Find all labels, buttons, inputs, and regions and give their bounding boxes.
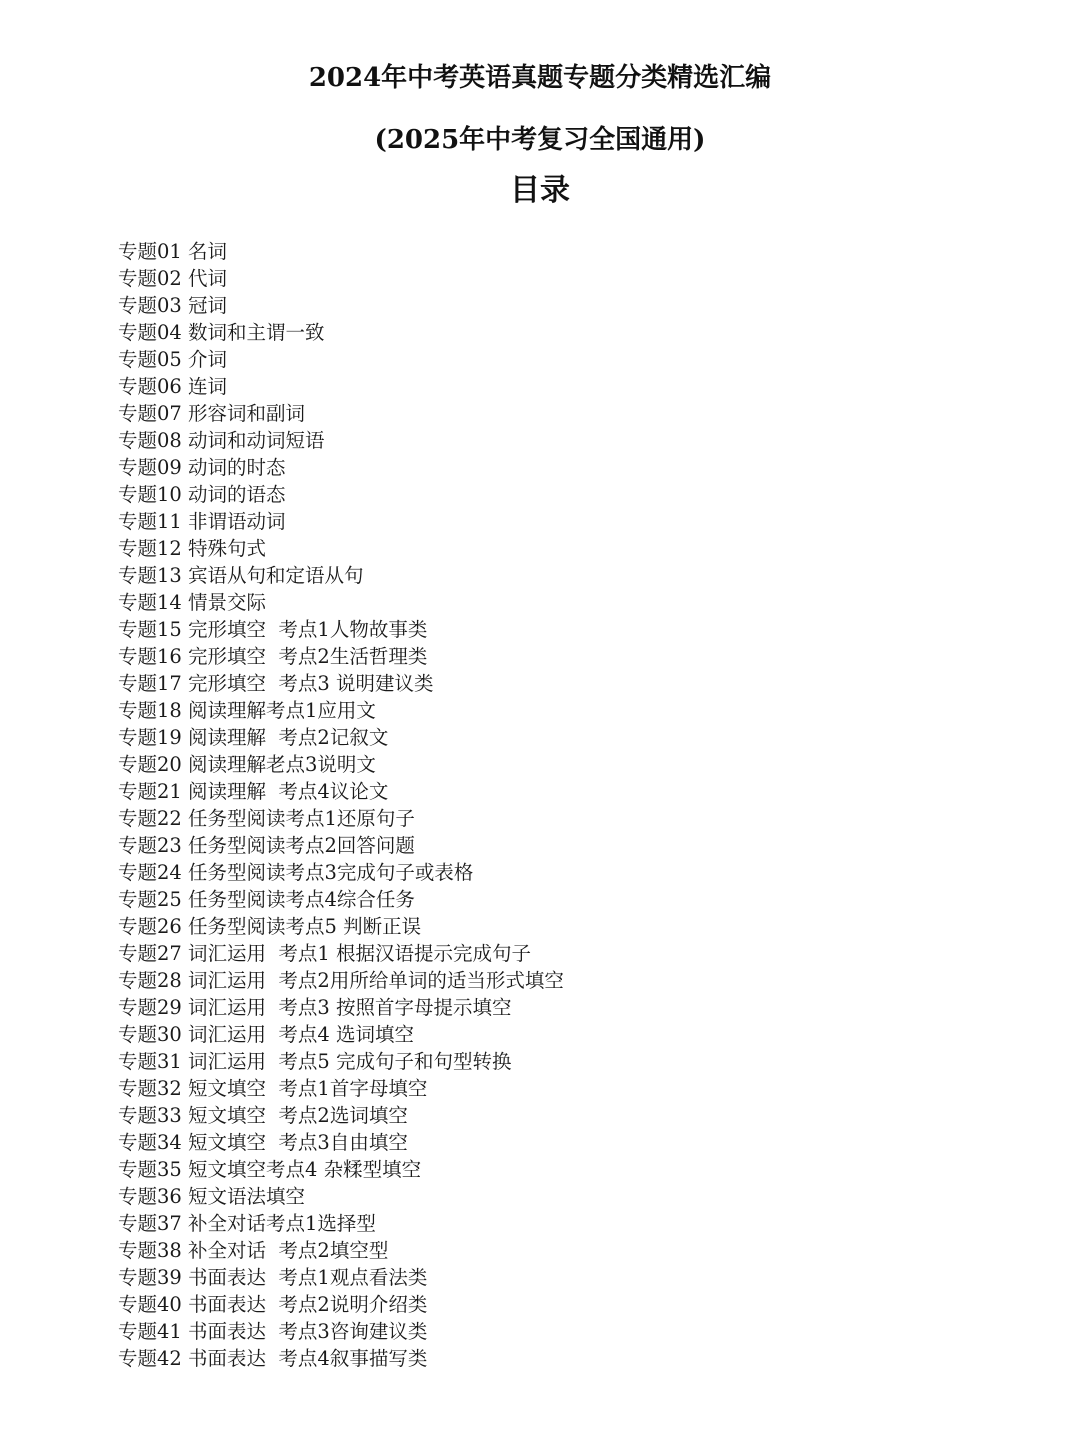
toc-item: 专题02 代词	[118, 267, 228, 290]
toc-item: 专题29 词汇运用 考点3 按照首字母提示填空	[118, 996, 512, 1019]
toc-item: 专题15 完形填空 考点1人物故事类	[118, 618, 428, 641]
toc-item: 专题42 书面表达 考点4叙事描写类	[118, 1347, 428, 1370]
toc-item: 专题32 短文填空 考点1首字母填空	[118, 1077, 428, 1100]
toc-item: 专题33 短文填空 考点2选词填空	[118, 1104, 408, 1127]
toc-item: 专题26 任务型阅读考点5 判断正误	[118, 915, 422, 938]
document-subtitle: (2025年中考复习全国通用)	[374, 125, 706, 155]
toc-item: 专题30 词汇运用 考点4 选词填空	[118, 1023, 415, 1046]
toc-item: 专题06 连词	[118, 375, 228, 398]
toc-item: 专题05 介词	[118, 348, 228, 371]
toc-item: 专题12 特殊句式	[118, 537, 267, 560]
toc-item: 专题03 冠词	[118, 294, 228, 317]
toc-item: 专题24 任务型阅读考点3完成句子或表格	[118, 861, 474, 884]
toc-item: 专题07 形容词和副词	[118, 402, 306, 425]
toc-item: 专题14 情景交际	[118, 591, 267, 614]
toc-item: 专题28 词汇运用 考点2用所给单词的适当形式填空	[118, 969, 564, 992]
toc-item: 专题39 书面表达 考点1观点看法类	[118, 1266, 428, 1289]
toc-item: 专题35 短文填空考点4 杂糅型填空	[118, 1158, 422, 1181]
toc-item: 专题08 动词和动词短语	[118, 429, 325, 452]
toc-item: 专题27 词汇运用 考点1 根据汉语提示完成句子	[118, 942, 532, 965]
toc-item: 专题25 任务型阅读考点4综合任务	[118, 888, 415, 911]
document-title: 2024年中考英语真题专题分类精选汇编	[308, 63, 772, 93]
toc-item: 专题01 名词	[118, 240, 228, 263]
toc-item: 专题22 任务型阅读考点1还原句子	[118, 807, 415, 830]
toc-item: 专题10 动词的语态	[118, 483, 286, 506]
toc-heading: 目录	[510, 173, 570, 208]
toc-item: 专题23 任务型阅读考点2回答问题	[118, 834, 415, 857]
toc-item: 专题41 书面表达 考点3咨询建议类	[118, 1320, 428, 1343]
toc-item: 专题18 阅读理解考点1应用文	[118, 699, 376, 722]
toc-item: 专题17 完形填空 考点3 说明建议类	[118, 672, 434, 695]
toc-item: 专题16 完形填空 考点2生活哲理类	[118, 645, 428, 668]
toc-item: 专题11 非谓语动词	[118, 510, 286, 533]
toc-item: 专题13 宾语从句和定语从句	[118, 564, 364, 587]
toc-item: 专题36 短文语法填空	[118, 1185, 306, 1208]
toc-list	[118, 238, 564, 1372]
toc-item: 专题38 补全对话 考点2填空型	[118, 1239, 389, 1262]
toc-item: 专题20 阅读理解老点3说明文	[118, 753, 376, 776]
toc-item: 专题19 阅读理解 考点2记叙文	[118, 726, 389, 749]
toc-item: 专题04 数词和主谓一致	[118, 321, 325, 344]
toc-item: 专题37 补全对话考点1选择型	[118, 1212, 376, 1235]
toc-item: 专题31 词汇运用 考点5 完成句子和句型转换	[118, 1050, 512, 1073]
toc-item: 专题40 书面表达 考点2说明介绍类	[118, 1293, 428, 1316]
toc-item: 专题34 短文填空 考点3自由填空	[118, 1131, 408, 1154]
toc-item: 专题09 动词的时态	[118, 456, 286, 479]
toc-item: 专题21 阅读理解 考点4议论文	[118, 780, 389, 803]
